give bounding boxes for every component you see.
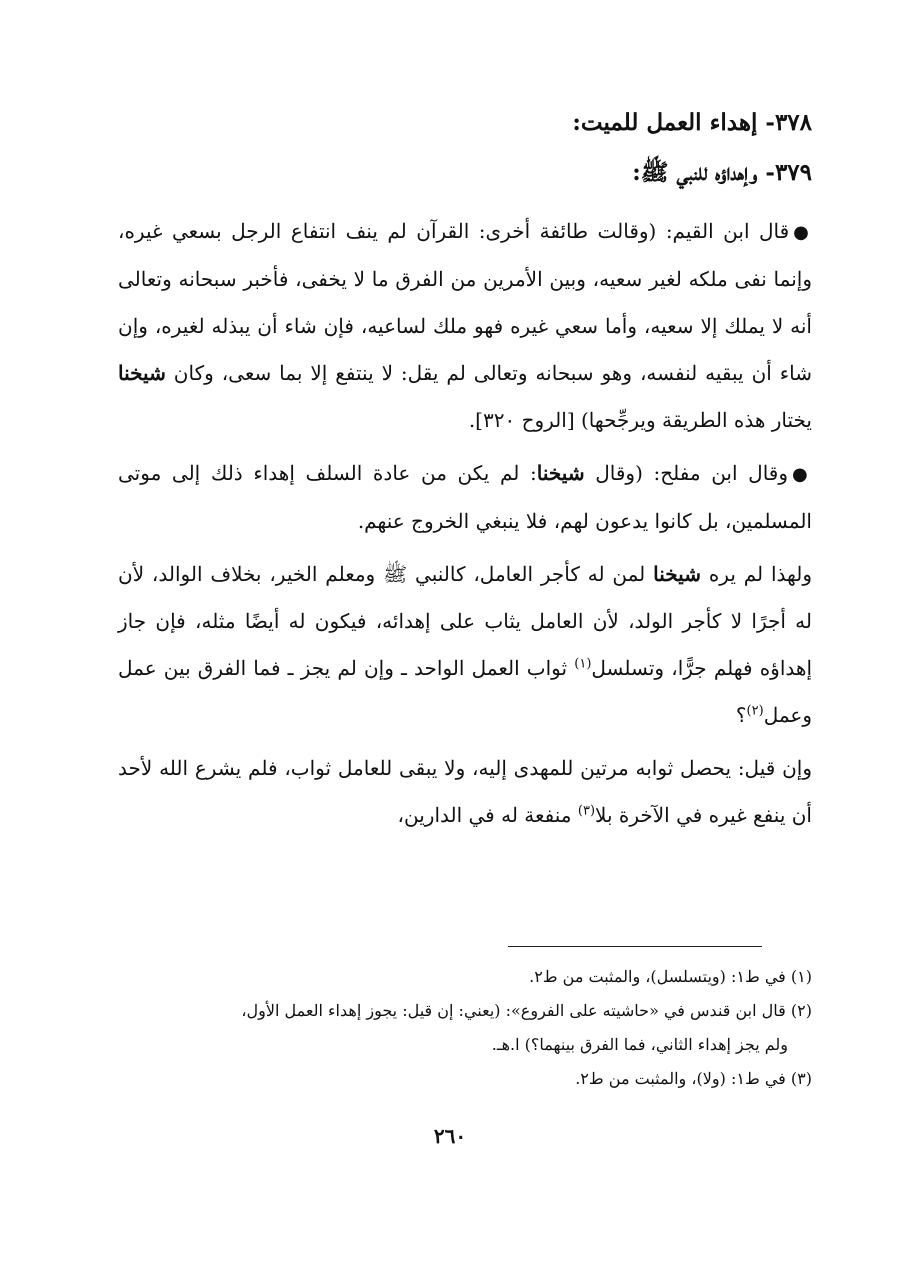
section-title: إهداء العمل للميت: [572, 109, 758, 136]
paragraph-ibn-muflih [118, 450, 812, 545]
footnote-text: قال ابن قندس في «حاشيته على الفروع»: (يعني: إن قيل: يجوز إهداء العمل الأول، [241, 1001, 786, 1020]
section-title: وإهداؤه للنبي ﷺ: [632, 159, 758, 186]
footnote-number: (١) [790, 967, 812, 986]
footnote-divider [508, 946, 762, 947]
footnote-number: (٣) [790, 1069, 812, 1088]
paragraph-text: وقال ابن مفلح: (وقال [595, 461, 789, 485]
footnote-ref[interactable]: (٣) [577, 803, 596, 819]
footnote-number: (٢) [790, 1001, 812, 1020]
footnote-ref[interactable]: (٢) [746, 703, 764, 719]
paragraph-text: منفعة له في الدارين، [397, 803, 572, 827]
paragraph-objection [118, 745, 812, 839]
section-number: ٣٧٨- [765, 109, 812, 136]
section-heading-378 [118, 108, 812, 138]
paragraph-text: يختار هذه الطريقة ويرجِّحها) [الروح ٣٢٠]. [468, 408, 812, 432]
footnote-text-continued: ولم يجز إهداء الثاني، فما الفرق بينهما؟) ا.هـ. [491, 1035, 788, 1054]
emphasis-text: شيخنا [118, 361, 166, 385]
bullet-icon: ● [792, 464, 812, 485]
footnote-text: في ط١: (ويتسلسل)، والمثبت من ط٢. [529, 967, 786, 986]
footnote-item [118, 1062, 812, 1096]
paragraph-explanation [118, 551, 812, 739]
paragraph-ibn-alqayyim [118, 208, 812, 444]
paragraph-text: لمن له كأجر العامل، كالنبي ﷺ ومعلم الخير، بخلاف الوالد، لأن له أجرًا لا كأجر الولد، لأن العامل يثاب على إهدائه، فيكون له أيضًا مثله، فإن جاز إهداؤه فهلم جرًّا، وتسلسل [118, 562, 813, 680]
footnotes [118, 960, 812, 1096]
emphasis-text: شيخنا [536, 461, 585, 485]
paragraph-text: ولهذا لم يره [708, 562, 812, 586]
paragraph-text: وإن قيل: يحصل ثوابه مرتين للمهدى إليه، ولا يبقى للعامل ثواب، فلم يشرع الله لأحد أن ينفع غيره في الآخرة بلا [118, 756, 812, 827]
paragraph-text: : لم يكن من عادة السلف إهداء ذلك إلى موتى المسلمين، بل كانوا يدعون لهم، فلا ينبغي الخروج عنهم. [118, 461, 812, 533]
bullet-icon: ● [793, 222, 812, 243]
footnote-text: في ط١: (ولا)، والمثبت من ط٢. [575, 1069, 786, 1088]
paragraph-text: ؟ [735, 703, 747, 727]
section-heading-379 [118, 158, 812, 188]
emphasis-text: شيخنا [653, 562, 701, 586]
main-text [118, 108, 812, 845]
section-number: ٣٧٩- [765, 159, 812, 186]
page-number: ٢٦٠ [433, 1124, 467, 1148]
footnote-ref[interactable]: (١) [574, 656, 592, 672]
footnote-item [118, 960, 812, 994]
paragraph-text: ثواب العمل الواحد ـ وإن لم يجز ـ فما الفرق بين عمل وعمل [118, 656, 812, 727]
paragraph-text: قال ابن القيم: (وقالت طائفة أخرى: القرآن لم ينف انتفاع الرجل بسعي غيره، وإنما نفى ملكه لغير سعيه، وبين الأمرين من الفرق ما لا يخفى، فأخبر سبحانه وتعالى أنه لا يملك إلا سعيه، وأما سعي غيره فهو ملك لساعيه، فإن شاء أن يبذله لغيره، وإن شاء أن يبقيه لنفسه، وهو سبحانه وتعالى لم يقل: لا ينتفع إلا بما سعى، وكان [118, 219, 813, 385]
footnote-item [118, 994, 812, 1062]
